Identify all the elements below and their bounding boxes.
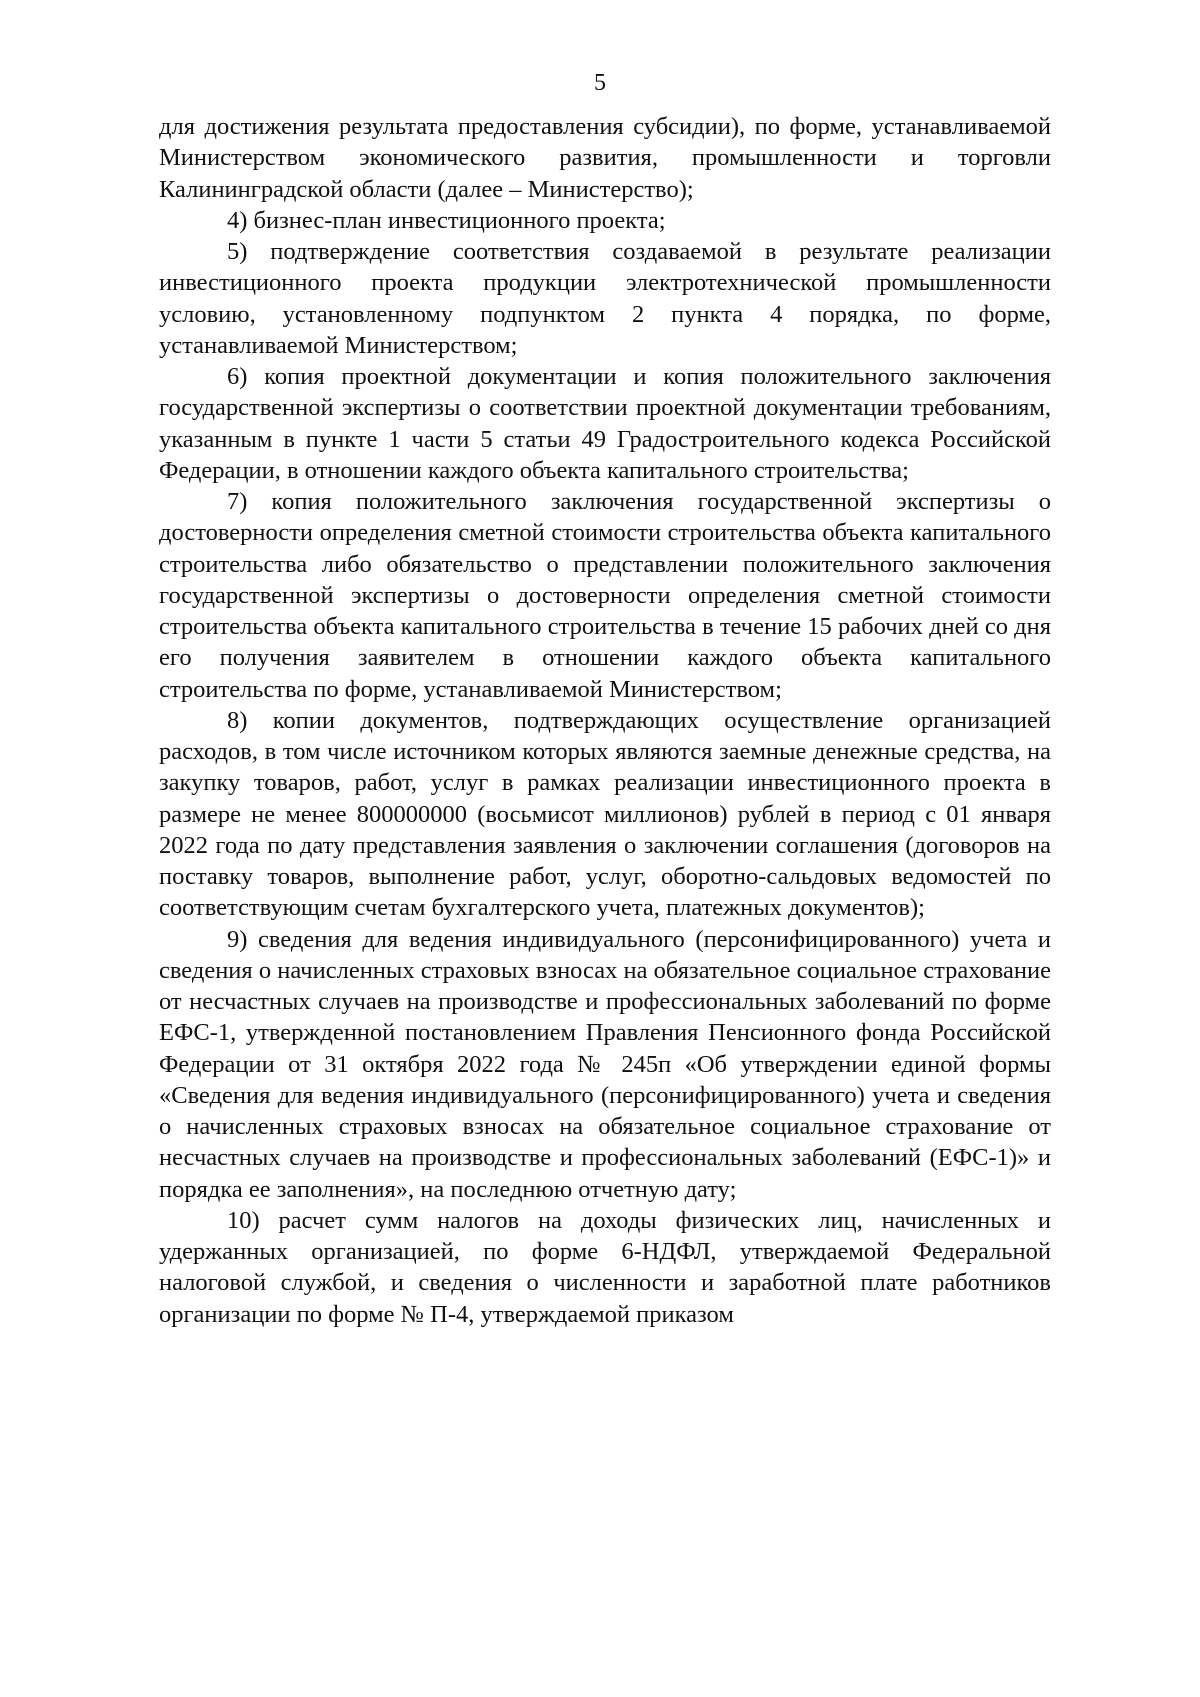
paragraph-item-6: 6) копия проектной документации и копия положительного заключения государственной экспертизы о соответствии проектной документации требованиям, указанным в пункте 1 части 5 статьи 49 Градостроительного кодекса Российской Федерации, в отношении каждого объекта капитального строительства;: [159, 363, 1051, 484]
paragraph-item-9: 9) сведения для ведения индивидуального (персонифицированного) учета и сведения о начисленных страховых взносах на обязательное социальное страхование от несчастных случаев на производстве и профессиональных заболеваний по форме ЕФС-1, утвержденной постановлением Правления Пенсионного фонда Российской Федерации от 31 октября 2022 года № 245п «Об утверждении единой формы «Сведения для ведения индивидуального (персонифицированного) учета и сведения о начисленных страховых взносах на обязательное социальное страхование от несчастных случаев на производстве и профессиональных заболеваний (ЕФС-1)» и порядка ее заполнения», на последнюю отчетную дату;: [159, 925, 1051, 1203]
paragraph-intro: для достижения результата предоставления субсидии), по форме, устанавливаемой Министерством экономического развития, промышленности и торговли Калининградской области (далее – Министерство);: [159, 113, 1051, 203]
paragraph-item-10: 10) расчет сумм налогов на доходы физических лиц, начисленных и удержанных организацией, по форме 6-НДФЛ, утверждаемой Федеральной налоговой службой, и сведения о численности и заработной плате работников организации по форме № П-4, утверждаемой приказом: [159, 1206, 1051, 1328]
paragraph-item-4: 4) бизнес-план инвестиционного проекта;: [227, 206, 666, 234]
document-body: [159, 111, 1051, 1330]
paragraph-item-8: 8) копии документов, подтверждающих осуществление организацией расходов, в том числе источником которых являются заемные денежные средства, на закупку товаров, работ, услуг в рамках реализации инвестиционного проекта в размере не менее 800000000 (восьмисот миллионов) рублей в период с 01 января 2022 года по дату представления заявления о заключении соглашения (договоров на поставку товаров, выполнение работ, услуг, оборотно-сальдовых ведомостей по соответствующим счетам бухгалтерского учета, платежных документов);: [159, 706, 1051, 922]
paragraph-item-7: 7) копия положительного заключения государственной экспертизы о достоверности определения сметной стоимости строительства объекта капитального строительства либо обязательство о представлении положительного заключения государственной экспертизы о достоверности определения сметной стоимости строительства объекта капитального строительства в течение 15 рабочих дней со дня его получения заявителем в отношении каждого объекта капитального строительства по форме, устанавливаемой Министерством;: [159, 488, 1051, 703]
page-number: 5: [594, 70, 606, 96]
paragraph-item-5: 5) подтверждение соответствия создаваемой в результате реализации инвестиционного проекта продукции электротехнической промышленности условию, установленному подпунктом 2 пункта 4 порядка, по форме, устанавливаемой Министерством;: [159, 238, 1051, 359]
